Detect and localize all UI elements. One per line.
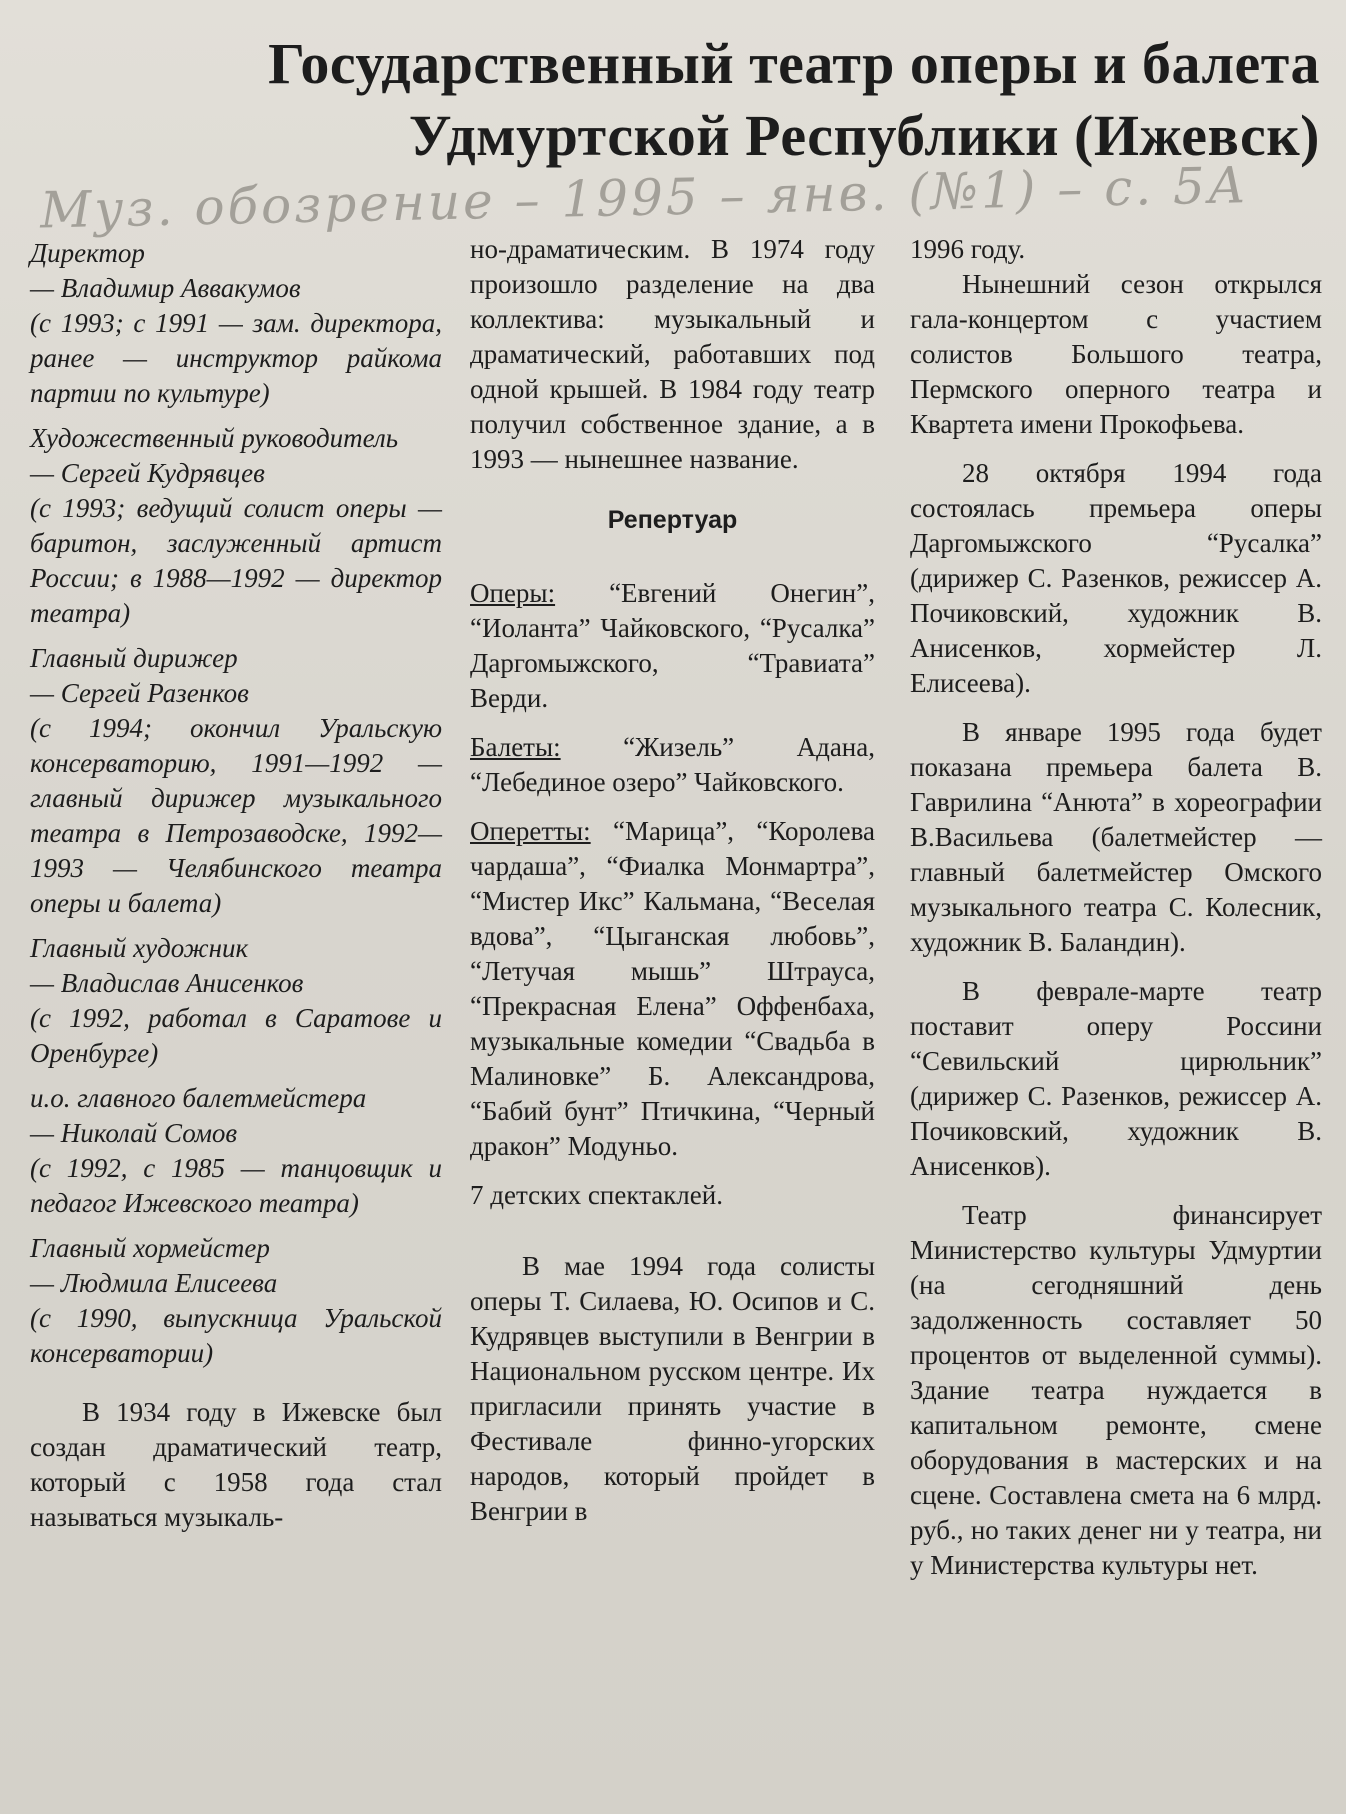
staff-entry <box>30 421 442 631</box>
season-paragraph: Нынешний сезон открылся гала-концертом с участием солистов Большого театра, Пермского оперного театра и Квартета имени Прокофьева. <box>910 269 1322 439</box>
title-line-2: Удмуртской Республики (Ижевск) <box>408 103 1320 168</box>
staff-entry <box>30 236 442 411</box>
january-1995-paragraph: В январе 1995 года будет показана премьера балета В. Гаврилина “Анюта” в хореографии В.Васильева (балетмейстер — главный балетмейстер Омского музыкального театра С. Колесник, художник В. Баландин). <box>910 717 1322 957</box>
staff-position: Художественный руководитель <box>30 423 399 453</box>
staff-name: — Сергей Разенков <box>30 678 249 708</box>
repertoire-heading: Репертуар <box>607 506 738 534</box>
staff-name: — Владимир Аввакумов <box>30 273 301 303</box>
staff-entry <box>30 931 442 1071</box>
staff-bio: (с 1992, с 1985 — танцовщик и педагог Ижевского театра) <box>30 1153 442 1218</box>
staff-bio: (с 1993; с 1991 — зам. директора, ранее — инструктор райкома партии по культуре) <box>30 308 442 408</box>
operettas-paragraph <box>470 814 875 1164</box>
finance-paragraph: Театр финансирует Министерство культуры Удмуртии (на сегодняшний день задолженность составляет 50 процентов от выделенной суммы). Здание театра нуждается в капитальном ремонте, смене оборудования в мастерских и на сцене. Составлена смета на 6 млрд. руб., но таких денег ни у театра, ни у Министерства культуры нет. <box>910 1200 1322 1580</box>
operas-label: Оперы: <box>470 578 556 608</box>
staff-position: Директор <box>30 238 145 268</box>
staff-position: и.о. главного балетмейстера <box>30 1083 367 1113</box>
staff-entry <box>30 1081 442 1221</box>
staff-name: — Николай Сомов <box>30 1118 238 1148</box>
october-1994-paragraph: 28 октября 1994 года состоялась премьера оперы Даргомыжского “Русалка” (дирижер С. Разенков, режиссер А. Почиковский, художник В. Анисенков, хормейстер Л. Елисеева). <box>910 458 1322 698</box>
ballets-label: Балеты: <box>470 732 561 762</box>
staff-bio: (с 1992, работал в Саратове и Оренбурге) <box>30 1003 442 1068</box>
children-shows: 7 детских спектаклей. <box>470 1180 723 1210</box>
may-1994-paragraph: В мае 1994 года солисты оперы Т. Силаева, Ю. Осипов и С. Кудрявцев выступили в Венгрии в Национальном русском центре. Их пригласили принять участие в Фестивале финно-угорских народов, который пройдет в Венгрии в <box>470 1251 875 1526</box>
news-column <box>910 232 1322 1583</box>
staff-entry <box>30 641 442 921</box>
operettas-label: Оперетты: <box>470 816 591 846</box>
operettas-list: “Марица”, “Королева чардаша”, “Фиалка Монмартра”, “Мистер Икс” Кальмана, “Веселая вдова”, “Цыганская любовь”, “Летучая мышь” Штрауса, “Прекрасная Елена” Оффенбаха, музыкальные комедии “Свадьба в Малиновке” Б. Александрова, “Бабий бунт” Птичкина, “Черный дракон” Модуньо. <box>470 816 875 1161</box>
operas-paragraph <box>470 576 875 716</box>
staff-name: — Владислав Анисенков <box>30 968 304 998</box>
staff-bio: (с 1990, выпускница Уральской консерватории) <box>30 1303 442 1368</box>
staff-position: Главный художник <box>30 933 249 963</box>
ballets-paragraph <box>470 730 875 800</box>
history-paragraph-end: но-драматическим. В 1974 году произошло разделение на два коллектива: музыкальный и драматический, работавших под одной крышей. В 1984 году театр получил собственное здание, а в 1993 — нынешнее название. <box>470 234 875 474</box>
repertoire-column <box>470 232 875 1529</box>
staff-position: Главный дирижер <box>30 643 238 673</box>
handwritten-source-note: Муз. обозрение – 1995 – янв. (№1) – с. 5А <box>39 156 1250 240</box>
staff-bio: (с 1993; ведущий солист оперы — баритон, заслуженный артист России; в 1988—1992 — директор театра) <box>30 493 442 628</box>
ballets-list: “Жизель” Адана, “Лебединое озеро” Чайковского. <box>470 732 875 797</box>
title-line-1: Государственный театр оперы и балета <box>268 31 1320 96</box>
staff-name: — Людмила Елисеева <box>30 1268 278 1298</box>
may-1994-paragraph-end: 1996 году. <box>910 234 1026 264</box>
february-1995-paragraph: В феврале-марте театр поставит оперу Россини “Севильский цирюльник” (дирижер С. Разенков, режиссер А. Почиковский, художник В. Анисенков). <box>910 976 1322 1181</box>
operas-list: “Евгений Онегин”, “Иоланта” Чайковского, “Русалка” Даргомыжского, “Травиата” Верди. <box>470 578 875 713</box>
staff-column <box>30 236 442 1535</box>
article-title <box>120 28 1320 172</box>
staff-entry <box>30 1231 442 1371</box>
staff-position: Главный хормейстер <box>30 1233 270 1263</box>
history-paragraph-start: В 1934 году в Ижевске был создан драматический театр, который с 1958 года стал называться музыкаль- <box>30 1397 442 1532</box>
staff-bio: (с 1994; окончил Уральскую консерваторию, 1991—1992 — главный дирижер музыкального театра в Петрозаводске, 1992—1993 — Челябинского театра оперы и балета) <box>30 713 442 918</box>
staff-name: — Сергей Кудрявцев <box>30 458 265 488</box>
